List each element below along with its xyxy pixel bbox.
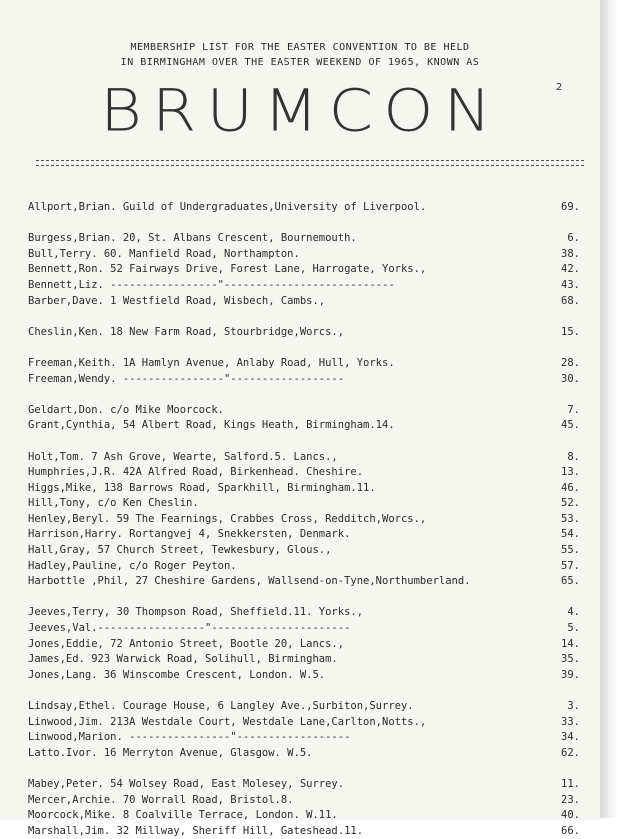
member-number: 39. [561,668,580,681]
member-name-address: Humphries,J.R. 42A Alfred Road, Birkenhead. Cheshire. [28,466,364,479]
member-number: 46. [561,481,580,494]
member-number: 33. [561,715,580,728]
header-line-2: IN BIRMINGHAM OVER THE EASTER WEEKEND OF 1965, KNOWN AS [120,57,480,68]
member-entry [28,512,580,528]
member-name-address: Allport,Brian. Guild of Undergraduates,University of Liverpool. [28,201,427,213]
member-number: 5. [567,622,580,635]
member-number: 42. [561,263,580,276]
member-number: 45. [561,419,580,432]
member-name-address: Higgs,Mike, 138 Barrows Road, Sparkhill, Birmingham.11. [28,481,376,494]
member-entry [28,450,580,466]
member-name-address: Bull,Terry. 60. Manfield Road, Northampton. [28,247,300,260]
member-name-address: Cheslin,Ken. 18 New Farm Road, Stourbridge,Worcs., [28,325,345,338]
member-number: 69. [561,201,580,213]
brumcon-logo: BRUMCON [100,78,502,145]
member-name-address: James,Ed. 923 Warwick Road, Solihull, Birmingham. [28,653,338,666]
member-name-address: Jeeves,Terry, 30 Thompson Road, Sheffield.11. Yorks., [28,606,364,619]
member-number: 53. [561,512,580,525]
logo-superscript: 2 [556,82,563,93]
member-entry [28,746,580,762]
member-number: 55. [561,544,580,557]
member-number: 40. [561,809,580,822]
member-entry [28,777,580,793]
member-entry [28,621,580,637]
group-spacer [28,761,580,777]
page-edge [600,0,618,818]
member-name-address: Moorcock,Mike. 8 Coalville Terrace, London. W.11. [28,809,338,822]
member-entry [28,262,580,278]
membership-list [28,200,580,839]
member-number: 13. [561,466,580,479]
member-name-address: Jones,Eddie, 72 Antonio Street, Bootle 20, Lancs., [28,637,345,650]
member-entry [28,808,580,824]
member-entry [28,481,580,497]
group-spacer [28,216,580,232]
document-header [0,40,600,70]
member-number: 11. [561,777,580,790]
member-number: 66. [561,824,580,837]
member-entry [28,231,580,247]
header-line-1: MEMBERSHIP LIST FOR THE EASTER CONVENTION TO BE HELD [130,42,470,53]
member-number: 62. [561,746,580,759]
member-entry [28,356,580,372]
member-number: 38. [561,247,580,260]
member-name-address: Marshall,Jim. 32 Millway, Sheriff Hill, Gateshead.11. [28,824,364,837]
member-name-address: Geldart,Don. c/o Mike Moorcock. [28,403,224,416]
member-name-address: Hall,Gray, 57 Church Street, Tewkesbury, Glous., [28,544,332,557]
member-number: 65. [561,575,580,588]
member-number: 23. [561,793,580,806]
member-name-address: Freeman,Keith. 1A Hamlyn Avenue, Anlaby Road, Hull, Yorks. [28,356,395,369]
member-name-address: Latto.Ivor. 16 Merryton Avenue, Glasgow. W.5. [28,746,313,759]
member-entry [28,325,580,341]
member-entry [28,543,580,559]
member-number: 43. [561,278,580,291]
member-number: 7. [567,403,580,416]
member-number: 28. [561,356,580,369]
member-entry [28,418,580,434]
member-name-address: Hadley,Pauline, c/o Roger Peyton. [28,559,237,572]
member-name-address: Harrison,Harry. Rortangvej 4, Snekkersten, Denmark. [28,528,351,541]
member-entry [28,668,580,684]
member-entry [28,699,580,715]
member-name-address: Hill,Tony, c/o Ken Cheslin. [28,497,199,510]
member-number: 54. [561,528,580,541]
member-entry [28,465,580,481]
member-number: 8. [567,450,580,463]
member-name-address: Holt,Tom. 7 Ash Grove, Wearte, Salford.5. Lancs., [28,450,338,463]
member-name-address: Lindsay,Ethel. Courage House, 6 Langley Ave.,Surbiton,Surrey. [28,700,414,712]
member-entry [28,652,580,668]
member-entry [28,730,580,746]
member-entry [28,403,580,419]
member-entry [28,527,580,543]
member-entry [28,247,580,263]
divider-rule [36,160,584,161]
member-entry [28,637,580,653]
group-spacer [28,683,580,699]
member-number: 3. [567,700,580,712]
member-name-address: Henley,Beryl. 59 The Fearnings, Crabbes Cross, Redditch,Worcs., [28,512,427,525]
member-number: 57. [561,559,580,572]
member-number: 15. [561,325,580,338]
member-name-address: Harbottle ,Phil, 27 Cheshire Gardens, Wallsend-on-Tyne,Northumberland. [28,575,471,588]
member-name-address: Mabey,Peter. 54 Wolsey Road, East Molesey, Surrey. [28,777,345,790]
group-spacer [28,387,580,403]
member-number: 35. [561,653,580,666]
divider-rule [36,165,584,166]
member-number: 4. [567,606,580,619]
member-name-address: Mercer,Archie. 70 Worrall Road, Bristol.8. [28,793,294,806]
member-name-address: Grant,Cynthia, 54 Albert Road, Kings Heath, Birmingham.14. [28,419,395,432]
member-name-address: Burgess,Brian. 20, St. Albans Crescent, Bournemouth. [28,232,357,245]
member-entry [28,200,580,216]
member-number: 52. [561,497,580,510]
member-entry [28,372,580,388]
group-spacer [28,340,580,356]
member-entry [28,793,580,809]
group-spacer [28,590,580,606]
member-entry [28,496,580,512]
member-number: 6. [567,232,580,245]
member-entry [28,278,580,294]
member-entry [28,605,580,621]
member-name-address: Bennett,Ron. 52 Fairways Drive, Forest Lane, Harrogate, Yorks., [28,263,427,276]
group-spacer [28,434,580,450]
group-spacer [28,309,580,325]
member-entry [28,294,580,310]
member-name-address: Jeeves,Val.-----------------"---------------------- [28,622,351,635]
member-entry [28,559,580,575]
member-name-address: Linwood,Marion. ----------------"------------------ [28,731,351,744]
member-name-address: Freeman,Wendy. ----------------"------------------ [28,372,345,385]
member-entry [28,824,580,839]
member-name-address: Jones,Lang. 36 Winscombe Crescent, London. W.5. [28,668,326,681]
member-number: 68. [561,294,580,307]
member-name-address: Linwood,Jim. 213A Westdale Court, Westdale Lane,Carlton,Notts., [28,715,427,728]
member-entry [28,574,580,590]
member-entry [28,715,580,731]
member-number: 34. [561,731,580,744]
member-name-address: Barber,Dave. 1 Westfield Road, Wisbech, Cambs., [28,294,326,307]
member-name-address: Bennett,Liz. -----------------"--------------------------- [28,278,395,291]
member-number: 30. [561,372,580,385]
member-number: 14. [561,637,580,650]
